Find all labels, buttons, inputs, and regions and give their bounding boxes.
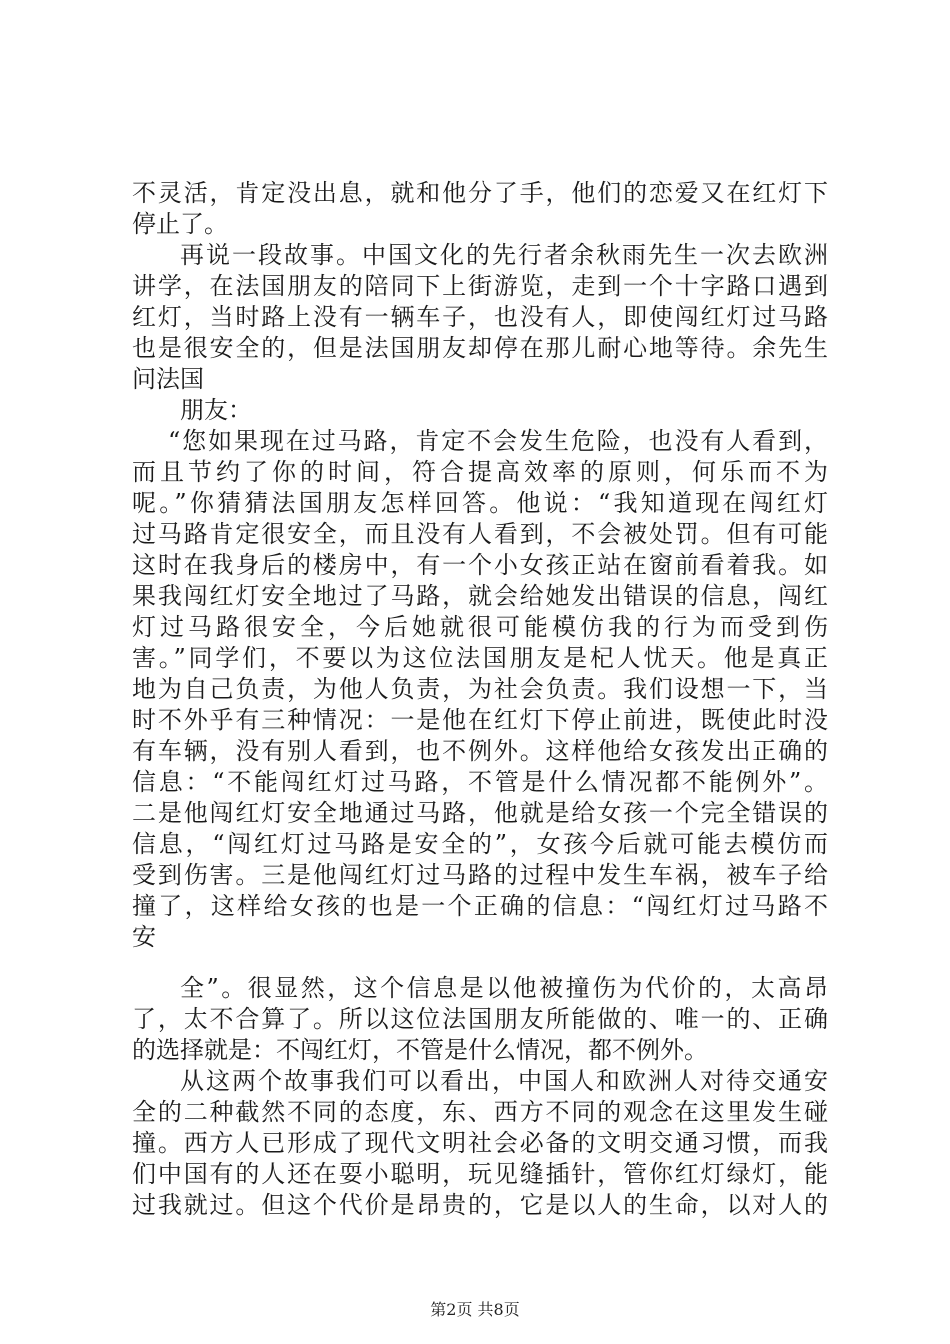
text-line: 受到伤害。三是他闯红灯过马路的过程中发生车祸，被车子给 xyxy=(132,861,828,889)
text-line: 地为自己负责，为他人负责，为社会负责。我们设想一下，当 xyxy=(132,675,828,703)
text-line: 的选择就是：不闯红灯，不管是什么情况，都不例外。 xyxy=(132,1036,708,1064)
text-line: 二是他闯红灯安全地通过马路，他就是给女孩一个完全错误的 xyxy=(132,799,828,827)
text-line: 安 xyxy=(132,923,156,951)
document-body xyxy=(132,178,828,1221)
page-footer xyxy=(0,1300,950,1320)
text-line: 灯过马路很安全，今后她就很可能模仿我的行为而受到伤 xyxy=(132,613,828,641)
text-line: 全的二种截然不同的态度，东、西方不同的观念在这里发生碰 xyxy=(132,1098,828,1126)
text-line: 害。”同学们，不要以为这位法国朋友是杞人忧天。他是真正 xyxy=(132,644,828,672)
text-line: 停止了。 xyxy=(132,210,228,238)
text-line: 再说一段故事。中国文化的先行者余秋雨先生一次去欧洲 xyxy=(180,241,828,269)
text-line: 讲学，在法国朋友的陪同下上街游览，走到一个十字路口遇到 xyxy=(132,272,828,300)
text-line: 而且节约了你的时间，符合提高效率的原则，何乐而不为 xyxy=(132,458,828,486)
text-line: 时不外乎有三种情况：一是他在红灯下停止前进，既使此时没 xyxy=(132,706,828,734)
text-line: 从这两个故事我们可以看出，中国人和欧洲人对待交通安 xyxy=(180,1067,828,1095)
text-line: 过马路肯定很安全，而且没有人看到，不会被处罚。但有可能 xyxy=(132,520,828,548)
text-line: 们中国有的人还在耍小聪明，玩见缝插针，管你红灯绿灯，能 xyxy=(132,1160,828,1188)
text-line: 了，太不合算了。所以这位法国朋友所能做的、唯一的、正确 xyxy=(132,1005,828,1033)
page-number-label: 第2页 共8页 xyxy=(430,1300,520,1319)
text-line: 朋友： xyxy=(180,396,252,424)
text-line: 过我就过。但这个代价是昂贵的，它是以人的生命，以对人的 xyxy=(132,1191,828,1219)
text-line: “您如果现在过马路，肯定不会发生危险，也没有人看到， xyxy=(168,427,828,455)
text-line: 呢。”你猜猜法国朋友怎样回答。他说：“我知道现在闯红灯 xyxy=(132,489,828,517)
text-line: 不灵活，肯定没出息，就和他分了手，他们的恋爱又在红灯下 xyxy=(132,179,828,207)
text-line: 全”。很显然，这个信息是以他被撞伤为代价的，太高昂 xyxy=(180,974,828,1002)
text-line: 问法国 xyxy=(132,365,204,393)
text-line: 撞。西方人已形成了现代文明社会必备的文明交通习惯，而我 xyxy=(132,1129,828,1157)
text-line: 信息：“不能闯红灯过马路，不管是什么情况都不能例外”。 xyxy=(132,768,828,796)
text-line: 红灯，当时路上没有一辆车子，也没有人，即使闯红灯过马路 xyxy=(132,303,828,331)
paragraph-gap xyxy=(132,953,828,973)
text-line: 有车辆，没有别人看到，也不例外。这样他给女孩发出正确的 xyxy=(132,737,828,765)
text-line: 果我闯红灯安全地过了马路，就会给她发出错误的信息，闯红 xyxy=(132,582,828,610)
text-line: 撞了，这样给女孩的也是一个正确的信息：“闯红灯过马路不 xyxy=(132,892,828,920)
text-line: 这时在我身后的楼房中，有一个小女孩正站在窗前看着我。如 xyxy=(132,551,828,579)
text-line: 也是很安全的，但是法国朋友却停在那儿耐心地等待。余先生 xyxy=(132,334,828,362)
text-line: 信息，“闯红灯过马路是安全的”，女孩今后就可能去模仿而 xyxy=(132,830,828,858)
